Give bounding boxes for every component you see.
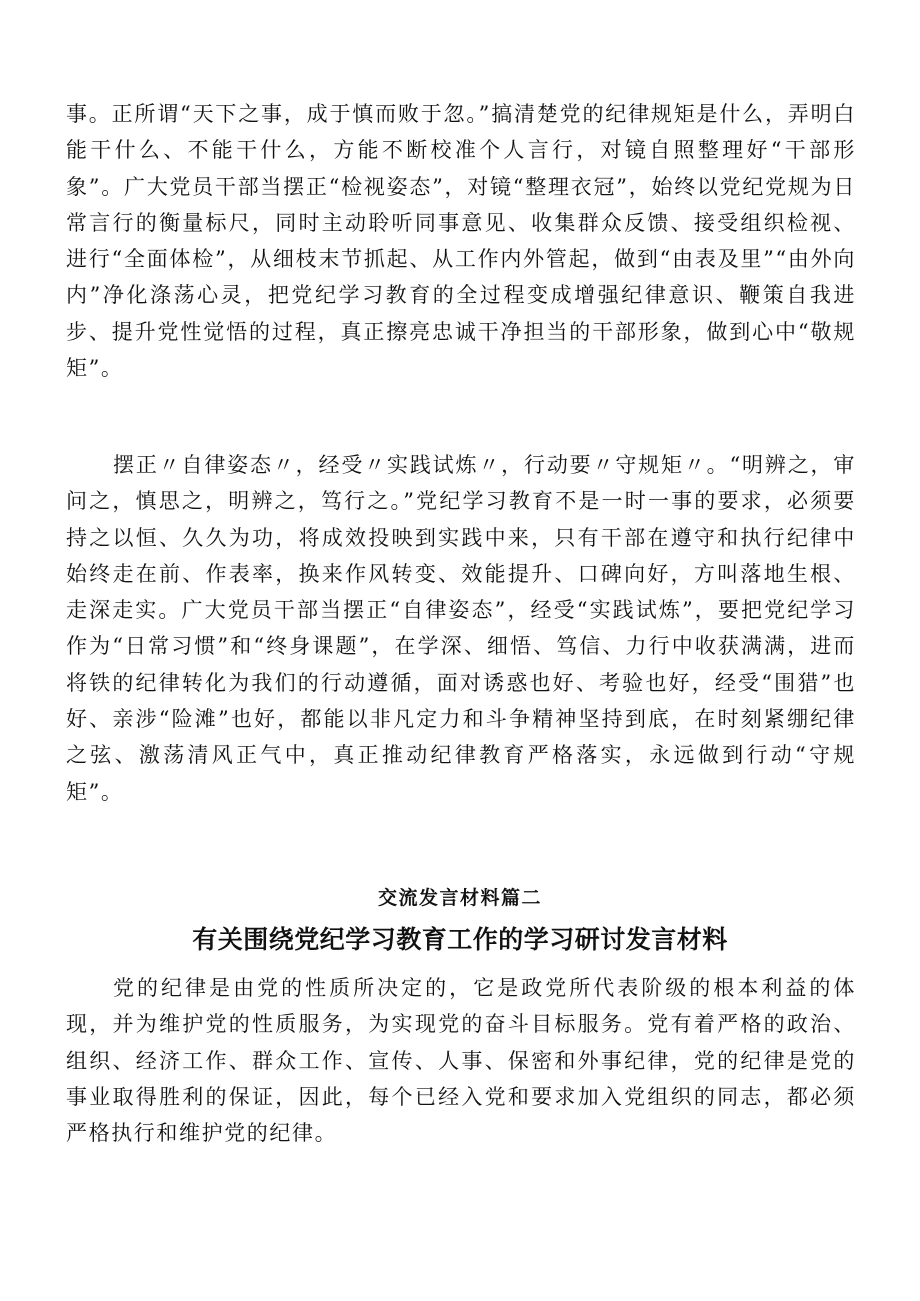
section-label: 交流发言材料篇二 <box>377 887 542 909</box>
paragraph-party-discipline: 党的纪律是由党的性质所决定的，它是政党所代表阶级的根本利益的体现，并为维护党的性质服务，为实现党的奋斗目标服务。党有着严格的政治、组织、经济工作、群众工作、宣传、人事、保密和外事纪律，党的纪律是党的事业取得胜利的保证，因此，每个已经入党和要求加入党组织的同志，都必须严格执行和维护党的纪律。 <box>66 976 856 1146</box>
section-title: 有关围绕党纪学习教育工作的学习研讨发言材料 <box>192 925 728 954</box>
paragraph-continued: 事。正所谓“天下之事，成于慎而败于忽。”搞清楚党的纪律规矩是什么，弄明白能干什么、不能干什么，方能不断校准个人言行，对镜自照整理好“干部形象”。广大党员干部当摆正“检视姿态”，对镜“整理衣冠”，始终以党纪党规为日常言行的衡量标尺，同时主动聆听同事意见、收集群众反馈、接受组织检视、进行“全面体检”，从细枝末节抓起、从工作内外管起，做到“由表及里”“由外向内”净化涤荡心灵，把党纪学习教育的全过程变成增强纪律意识、鞭策自我进步、提升党性觉悟的过程，真正擦亮忠诚干净担当的干部形象，做到心中“敬规矩”。 <box>66 102 856 381</box>
paragraph-self-discipline: 摆正〃自律姿态〃，经受〃实践试炼〃，行动要〃守规矩〃。“明辨之，审问之，慎思之，明辨之，笃行之。”党纪学习教育不是一时一事的要求，必须要持之以恒、久久为功，将成效投映到实践中来，只有干部在遵守和执行纪律中始终走在前、作表率，换来作风转变、效能提升、口碑向好，方叫落地生根、走深走实。广大党员干部当摆正“自律姿态”，经受“实践试炼”，要把党纪学习作为“日常习惯”和“终身课题”，在学深、细悟、笃信、力行中收获满满，进而将铁的纪律转化为我们的行动遵循，面对诱惑也好、考验也好，经受“围猎”也好、亲涉“险滩”也好，都能以非凡定力和斗争精神坚持到底，在时刻紧绷纪律之弦、激荡清风正气中，真正推动纪律教育严格落实，永远做到行动“守规矩”。 <box>66 453 856 804</box>
